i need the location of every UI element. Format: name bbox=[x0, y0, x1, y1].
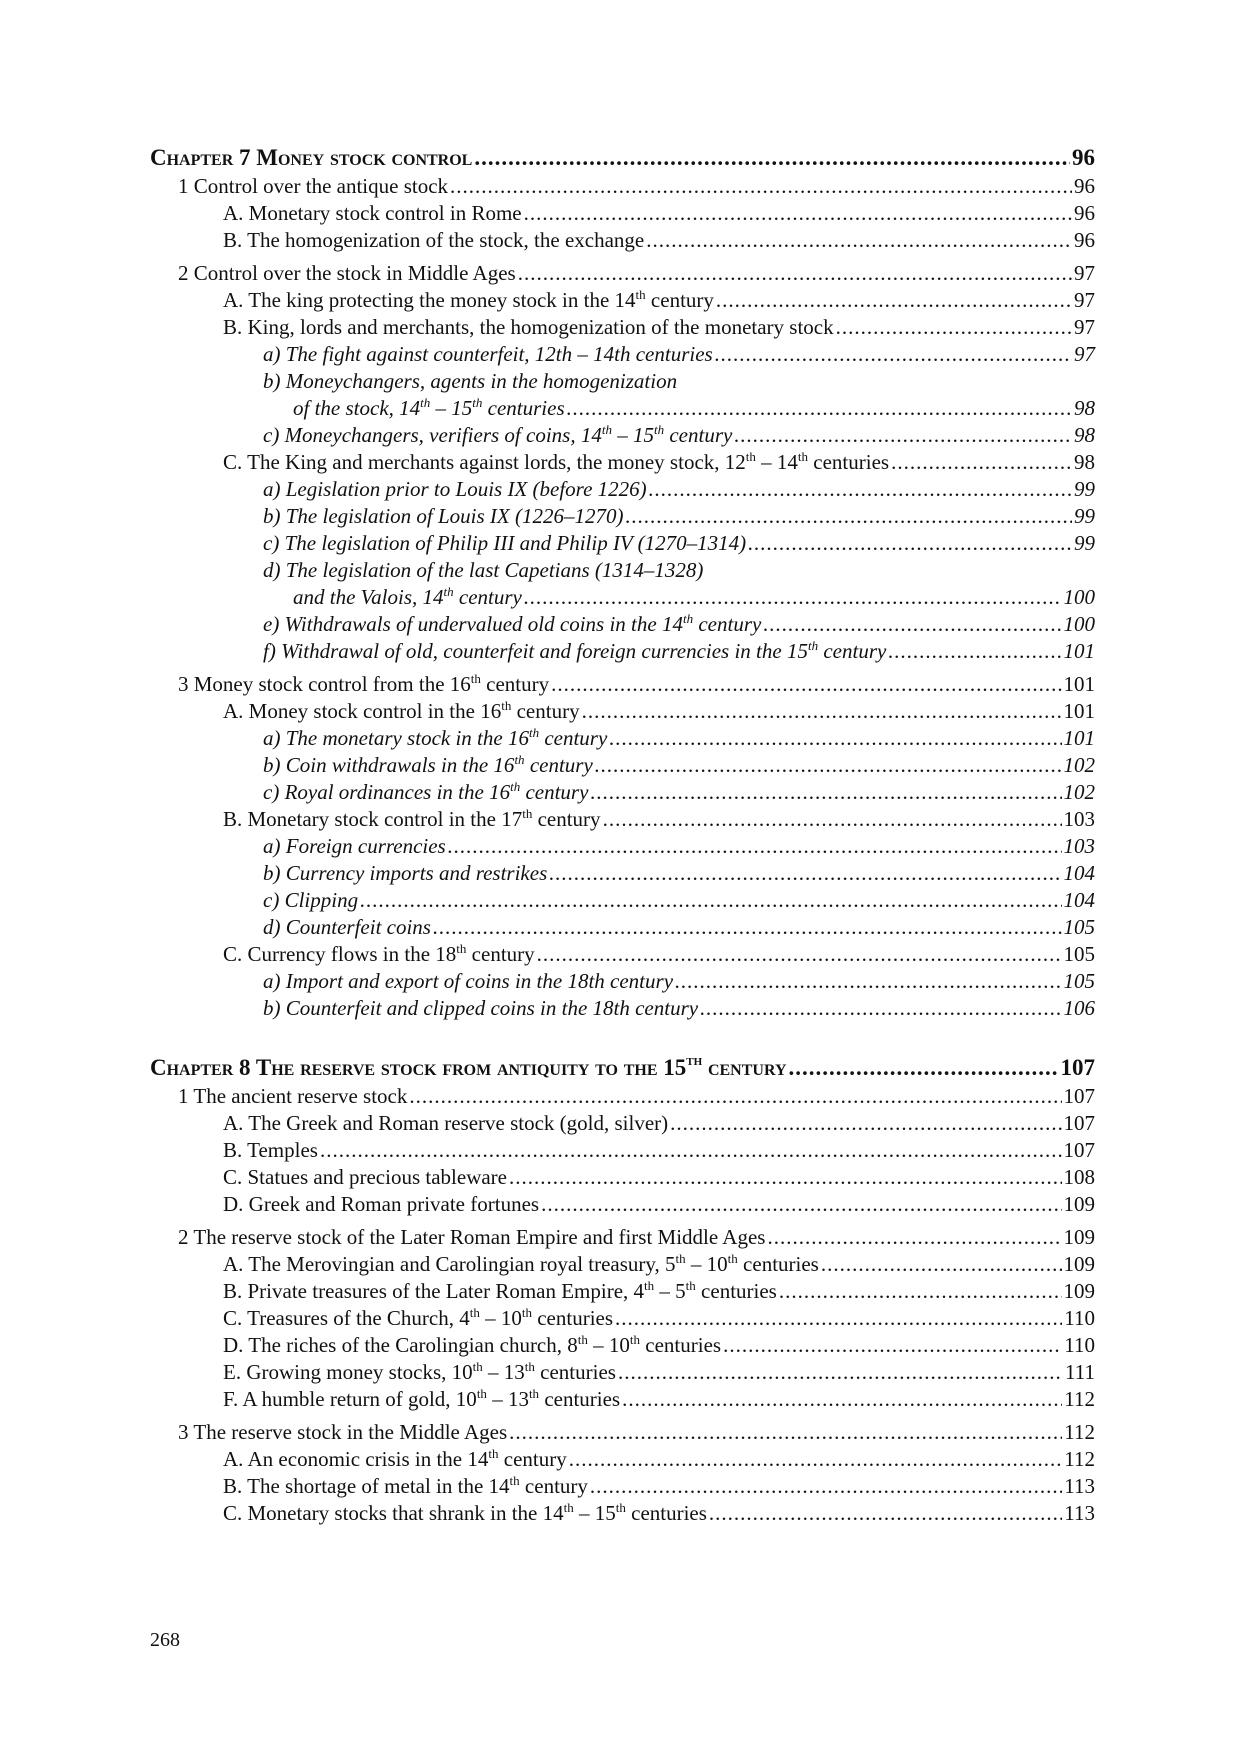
toc-entry[interactable] bbox=[150, 752, 1095, 779]
toc-entry-title: C. Treasures of the Church, 4th – 10th centuries bbox=[223, 1305, 614, 1330]
toc-entry-page-number: 113 bbox=[1064, 1474, 1095, 1498]
dot-leader bbox=[622, 1386, 1062, 1413]
toc-entry-page-number: 97 bbox=[1074, 342, 1095, 366]
dot-leader bbox=[569, 1446, 1063, 1473]
toc-entry-title: B. The shortage of metal in the 14th century bbox=[223, 1473, 588, 1498]
dot-leader bbox=[891, 449, 1072, 476]
toc-entry-title: c) The legislation of Philip III and Philip IV (1270–1314) bbox=[263, 531, 747, 555]
chapter-heading[interactable] bbox=[150, 143, 1095, 173]
toc-entry-title: a) Legislation prior to Louis IX (before 1226) bbox=[263, 477, 647, 501]
toc-entry-title: a) Import and export of coins in the 18th century bbox=[263, 969, 674, 993]
toc-entry[interactable] bbox=[150, 1446, 1095, 1473]
dot-leader bbox=[603, 806, 1062, 833]
toc-entry-page-number: 104 bbox=[1063, 888, 1095, 912]
toc-entry[interactable] bbox=[150, 1332, 1095, 1359]
dot-leader bbox=[595, 752, 1062, 779]
toc-entry-page-number: 107 bbox=[1063, 1084, 1095, 1108]
toc-entry-page-number: 99 bbox=[1074, 531, 1095, 555]
dot-leader bbox=[646, 227, 1072, 254]
toc-entry-title: b) Coin withdrawals in the 16th century bbox=[263, 752, 593, 777]
dot-leader bbox=[509, 1164, 1062, 1191]
toc-entry-page-number: 103 bbox=[1063, 807, 1095, 831]
toc-entry-page-number: 101 bbox=[1063, 639, 1095, 663]
toc-entry-title: B. King, lords and merchants, the homogenization of the monetary stock bbox=[223, 315, 834, 339]
toc-entry-page-number: 110 bbox=[1064, 1333, 1095, 1357]
toc-entry-title: b) Moneychangers, agents in the homogenization bbox=[263, 369, 678, 393]
dot-leader bbox=[709, 1500, 1062, 1527]
dot-leader bbox=[450, 173, 1072, 200]
toc-entry[interactable] bbox=[150, 968, 1095, 995]
toc-entry-page-number: 100 bbox=[1063, 585, 1095, 609]
toc-entry-title: B. The homogenization of the stock, the exchange bbox=[223, 228, 645, 252]
toc-entry-page-number: 105 bbox=[1063, 942, 1095, 966]
dot-leader bbox=[541, 1191, 1061, 1218]
toc-entry[interactable] bbox=[150, 368, 1095, 395]
dot-leader bbox=[723, 1332, 1062, 1359]
toc-entry-title: B. Monetary stock control in the 17th century bbox=[223, 806, 601, 831]
toc-entry-page-number: 103 bbox=[1063, 834, 1095, 858]
toc-entry-page-number: 96 bbox=[1074, 228, 1095, 252]
toc-entry[interactable] bbox=[150, 557, 1095, 584]
toc-entry-page-number: 111 bbox=[1065, 1360, 1095, 1384]
dot-leader bbox=[509, 1419, 1062, 1446]
toc-entry-page-number: 100 bbox=[1063, 612, 1095, 636]
chapter-page-number: 107 bbox=[1060, 1055, 1095, 1080]
dot-leader bbox=[821, 1251, 1062, 1278]
dot-leader bbox=[734, 422, 1072, 449]
toc-entry-title: and the Valois, 14th century bbox=[293, 584, 522, 609]
toc-entry-page-number: 99 bbox=[1074, 504, 1095, 528]
toc-entry-title: c) Moneychangers, verifiers of coins, 14th – 15th century bbox=[263, 422, 733, 447]
chapter-page-number: 96 bbox=[1072, 145, 1095, 170]
toc-entry[interactable] bbox=[150, 725, 1095, 752]
toc-entry-page-number: 104 bbox=[1063, 861, 1095, 885]
toc-entry[interactable] bbox=[150, 860, 1095, 887]
toc-entry[interactable] bbox=[150, 173, 1095, 200]
toc-entry[interactable] bbox=[150, 449, 1095, 476]
dot-leader bbox=[524, 200, 1072, 227]
dot-leader bbox=[700, 995, 1061, 1022]
toc-entry-page-number: 107 bbox=[1063, 1138, 1095, 1162]
toc-entry-title: a) Foreign currencies bbox=[263, 834, 446, 858]
toc-entry-title: A. An economic crisis in the 14th century bbox=[223, 1446, 567, 1471]
dot-leader bbox=[649, 476, 1072, 503]
toc-entry-title: C. Monetary stocks that shrank in the 14th – 15th centuries bbox=[223, 1500, 707, 1525]
dot-leader bbox=[433, 914, 1062, 941]
dot-leader bbox=[748, 530, 1072, 557]
dot-leader bbox=[670, 1110, 1061, 1137]
toc-entry[interactable] bbox=[150, 941, 1095, 968]
toc-entry-title: 1 The ancient reserve stock bbox=[178, 1084, 408, 1108]
toc-entry[interactable] bbox=[150, 1137, 1095, 1164]
toc-entry[interactable] bbox=[150, 530, 1095, 557]
dot-leader bbox=[448, 833, 1062, 860]
toc-entry[interactable] bbox=[150, 1500, 1095, 1527]
toc-entry[interactable] bbox=[150, 287, 1095, 314]
toc-entry-page-number: 112 bbox=[1064, 1447, 1095, 1471]
toc-entry-title: A. The king protecting the money stock in the 14th century bbox=[223, 287, 714, 312]
toc-entry[interactable] bbox=[150, 1110, 1095, 1137]
toc-entry-page-number: 105 bbox=[1063, 969, 1095, 993]
dot-leader bbox=[763, 611, 1061, 638]
dot-leader bbox=[537, 941, 1062, 968]
toc-entry[interactable] bbox=[150, 395, 1095, 422]
toc-entry-page-number: 107 bbox=[1063, 1111, 1095, 1135]
dot-leader bbox=[582, 698, 1062, 725]
toc-entry-page-number: 109 bbox=[1063, 1279, 1095, 1303]
toc-entry-title: b) Counterfeit and clipped coins in the 18th century bbox=[263, 996, 699, 1020]
toc-entry-page-number: 109 bbox=[1063, 1252, 1095, 1276]
toc-entry[interactable] bbox=[150, 698, 1095, 725]
toc-entry-title: a) The monetary stock in the 16th century bbox=[263, 725, 608, 750]
toc-entry-page-number: 113 bbox=[1064, 1501, 1095, 1525]
toc-entry[interactable] bbox=[150, 806, 1095, 833]
toc-entry[interactable] bbox=[150, 887, 1095, 914]
toc-entry-page-number: 97 bbox=[1074, 315, 1095, 339]
toc-entry-page-number: 99 bbox=[1074, 477, 1095, 501]
toc-entry-page-number: 106 bbox=[1063, 996, 1095, 1020]
toc-entry-page-number: 112 bbox=[1064, 1387, 1095, 1411]
dot-leader bbox=[360, 887, 1061, 914]
toc-entry-page-number: 97 bbox=[1074, 288, 1095, 312]
toc-entry-page-number: 98 bbox=[1074, 450, 1095, 474]
toc-entry-title: A. Monetary stock control in Rome bbox=[223, 201, 522, 225]
dot-leader bbox=[567, 395, 1072, 422]
toc-entry[interactable] bbox=[150, 1386, 1095, 1413]
toc-entry-title: of the stock, 14th – 15th centuries bbox=[293, 395, 565, 420]
dot-leader bbox=[518, 260, 1072, 287]
toc-entry-title: f) Withdrawal of old, counterfeit and foreign currencies in the 15th century bbox=[263, 638, 887, 663]
chapter-heading[interactable] bbox=[150, 1053, 1095, 1083]
dot-leader bbox=[615, 1305, 1062, 1332]
toc-entry[interactable] bbox=[150, 476, 1095, 503]
toc-entry-title: B. Temples bbox=[223, 1138, 318, 1162]
toc-entry-title: D. The riches of the Carolingian church, 8th – 10th centuries bbox=[223, 1332, 722, 1357]
dot-leader bbox=[767, 1224, 1061, 1251]
toc-entry[interactable] bbox=[150, 200, 1095, 227]
dot-leader bbox=[549, 860, 1061, 887]
toc-entry-page-number: 101 bbox=[1063, 699, 1095, 723]
toc-entry-page-number: 98 bbox=[1074, 423, 1095, 447]
toc-entry[interactable] bbox=[150, 779, 1095, 806]
dot-leader bbox=[590, 1473, 1062, 1500]
toc-entry-title: D. Greek and Roman private fortunes bbox=[223, 1192, 540, 1216]
toc-entry[interactable] bbox=[150, 914, 1095, 941]
toc-entry-title: 2 The reserve stock of the Later Roman Empire and first Middle Ages bbox=[178, 1225, 766, 1249]
toc-entry-page-number: 101 bbox=[1063, 726, 1095, 750]
toc-entry[interactable] bbox=[150, 833, 1095, 860]
toc-entry-page-number: 97 bbox=[1074, 261, 1095, 285]
toc-entry[interactable] bbox=[150, 995, 1095, 1022]
toc-entry[interactable] bbox=[150, 611, 1095, 638]
toc-entry-title: d) Counterfeit coins bbox=[263, 915, 431, 939]
toc-entry[interactable] bbox=[150, 260, 1095, 287]
toc-entry-title: C. Currency flows in the 18th century bbox=[223, 941, 535, 966]
chapter-title: Chapter 8 The reserve stock from antiquity to the 15th century bbox=[150, 1053, 787, 1080]
toc-entry-page-number: 101 bbox=[1063, 672, 1095, 696]
dot-leader bbox=[590, 779, 1061, 806]
toc-entry-page-number: 96 bbox=[1074, 201, 1095, 225]
dot-leader bbox=[626, 503, 1073, 530]
toc-entry-title: F. A humble return of gold, 10th – 13th centuries bbox=[223, 1386, 621, 1411]
dot-leader bbox=[836, 314, 1072, 341]
toc-entry-title: d) The legislation of the last Capetians (1314–1328) bbox=[263, 558, 704, 582]
toc-entry[interactable] bbox=[150, 227, 1095, 254]
toc-entry[interactable] bbox=[150, 1359, 1095, 1386]
toc-entry-title: 2 Control over the stock in Middle Ages bbox=[178, 261, 516, 285]
toc-entry-title: C. The King and merchants against lords, the money stock, 12th – 14th centuries bbox=[223, 449, 890, 474]
dot-leader bbox=[524, 584, 1062, 611]
toc-entry-title: c) Royal ordinances in the 16th century bbox=[263, 779, 589, 804]
toc-entry-title: C. Statues and precious tableware bbox=[223, 1165, 507, 1189]
toc-entry-page-number: 96 bbox=[1074, 174, 1095, 198]
toc-entry[interactable] bbox=[150, 422, 1095, 449]
toc-entry-title: A. Money stock control in the 16th century bbox=[223, 698, 580, 723]
toc-entry-page-number: 112 bbox=[1064, 1420, 1095, 1444]
dot-leader bbox=[609, 725, 1061, 752]
toc-entry[interactable] bbox=[150, 584, 1095, 611]
dot-leader bbox=[474, 143, 1070, 173]
toc-entry[interactable] bbox=[150, 341, 1095, 368]
dot-leader bbox=[675, 968, 1061, 995]
toc-entry-title: b) Currency imports and restrikes bbox=[263, 861, 548, 885]
toc-entry-page-number: 108 bbox=[1063, 1165, 1095, 1189]
toc-entry[interactable] bbox=[150, 1251, 1095, 1278]
dot-leader bbox=[320, 1137, 1062, 1164]
toc-entry[interactable] bbox=[150, 1419, 1095, 1446]
toc-entry[interactable] bbox=[150, 1305, 1095, 1332]
toc-entry-title: a) The fight against counterfeit, 12th – 14th centuries bbox=[263, 342, 713, 366]
dot-leader bbox=[715, 341, 1072, 368]
toc-entry[interactable] bbox=[150, 1278, 1095, 1305]
toc-entry[interactable] bbox=[150, 1083, 1095, 1110]
toc-entry-title: 1 Control over the antique stock bbox=[178, 174, 449, 198]
toc-entry-title: B. Private treasures of the Later Roman Empire, 4th – 5th centuries bbox=[223, 1278, 777, 1303]
toc-entry-title: A. The Greek and Roman reserve stock (gold, silver) bbox=[223, 1111, 669, 1135]
toc-entry[interactable] bbox=[150, 1164, 1095, 1191]
chapter-title: Chapter 7 Money stock control bbox=[150, 145, 473, 170]
toc-entry-page-number: 102 bbox=[1063, 753, 1095, 777]
toc-entry[interactable] bbox=[150, 1473, 1095, 1500]
dot-leader bbox=[789, 1053, 1059, 1083]
page-number: 268 bbox=[150, 1629, 180, 1651]
dot-leader bbox=[716, 287, 1072, 314]
toc-entry-page-number: 105 bbox=[1063, 915, 1095, 939]
toc-entry-title: A. The Merovingian and Carolingian royal treasury, 5th – 10th centuries bbox=[223, 1251, 819, 1276]
toc-entry[interactable] bbox=[150, 638, 1095, 665]
toc-entry[interactable] bbox=[150, 314, 1095, 341]
dot-leader bbox=[888, 638, 1061, 665]
chapter-gap bbox=[150, 1022, 1095, 1053]
toc-entry-title: c) Clipping bbox=[263, 888, 359, 912]
dot-leader bbox=[551, 671, 1061, 698]
toc-entry[interactable] bbox=[150, 671, 1095, 698]
table-of-contents bbox=[150, 143, 1095, 1527]
dot-leader bbox=[779, 1278, 1062, 1305]
toc-entry-title: b) The legislation of Louis IX (1226–1270) bbox=[263, 504, 624, 528]
toc-entry-page-number: 109 bbox=[1063, 1192, 1095, 1216]
toc-entry-title: 3 The reserve stock in the Middle Ages bbox=[178, 1420, 508, 1444]
toc-entry-page-number: 98 bbox=[1074, 396, 1095, 420]
toc-entry-page-number: 102 bbox=[1063, 780, 1095, 804]
toc-entry[interactable] bbox=[150, 1224, 1095, 1251]
dot-leader bbox=[409, 1083, 1061, 1110]
dot-leader bbox=[618, 1359, 1063, 1386]
toc-entry-title: E. Growing money stocks, 10th – 13th centuries bbox=[223, 1359, 616, 1384]
toc-entry[interactable] bbox=[150, 503, 1095, 530]
toc-entry-page-number: 109 bbox=[1063, 1225, 1095, 1249]
toc-entry-page-number: 110 bbox=[1064, 1306, 1095, 1330]
toc-entry-title: 3 Money stock control from the 16th century bbox=[178, 671, 550, 696]
toc-entry[interactable] bbox=[150, 1191, 1095, 1218]
toc-entry-title: e) Withdrawals of undervalued old coins in the 14th century bbox=[263, 611, 762, 636]
